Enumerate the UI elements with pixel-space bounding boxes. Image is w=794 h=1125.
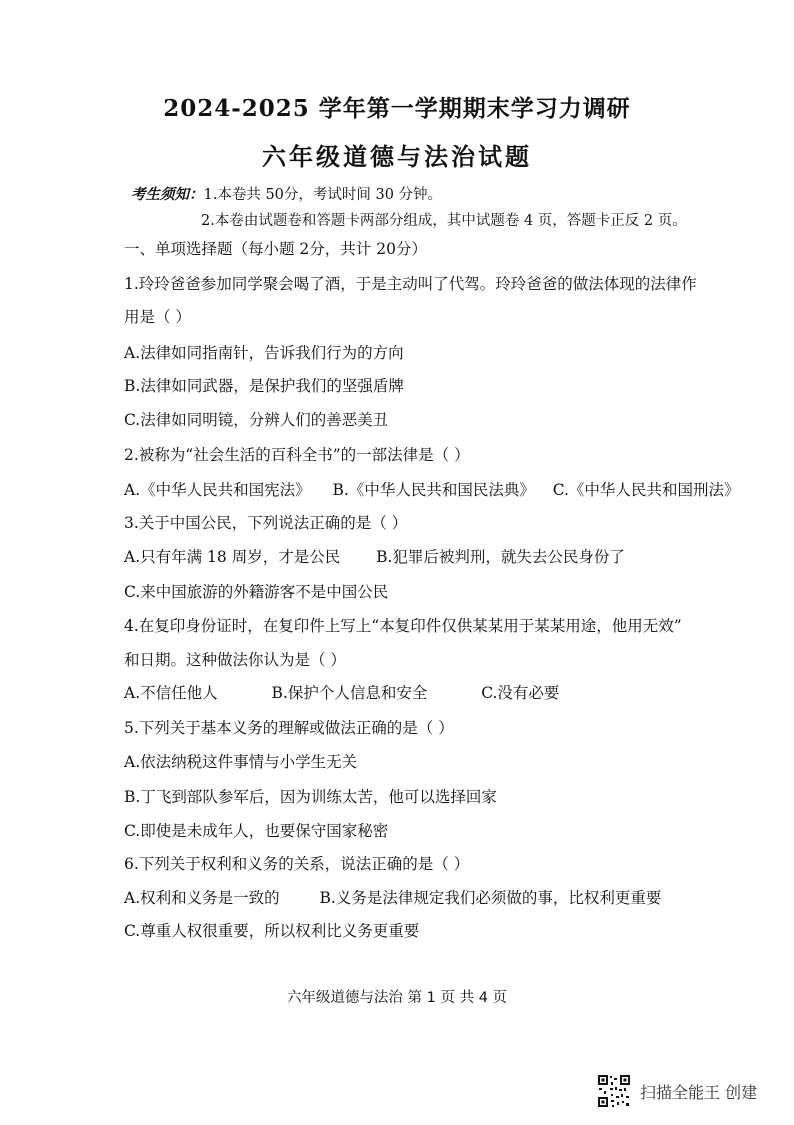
question-5-option-b: B.丁飞到部队参军后，因为训练太苦，他可以选择回家 — [124, 788, 497, 806]
exam-notice — [131, 182, 687, 234]
question-1-option-a: A.法律如同指南针，告诉我们行为的方向 — [124, 344, 404, 362]
question-5-option-a: A.依法纳税这件事情与小学生无关 — [124, 753, 358, 771]
question-6-option-b: B.义务是法律规定我们必须做的事，比权利更重要 — [319, 889, 662, 907]
question-2-option-c: C.《中华人民共和国刑法》 — [552, 481, 740, 499]
question-2-stem: 2.被称为“社会生活的百科全书”的一部法律是（ ） — [124, 446, 470, 464]
question-3-option-b: B.犯罪后被判刑，就失去公民身份了 — [376, 548, 625, 566]
question-2-option-b: B.《中华人民共和国民法典》 — [332, 481, 535, 499]
question-2-options — [124, 478, 739, 500]
question-4-stem-line2: 和日期。这种做法你认为是（ ） — [124, 651, 346, 669]
question-1-option-b: B.法律如同武器，是保护我们的坚强盾牌 — [124, 377, 404, 395]
exam-subtitle: 六年级道德与法治试题 — [262, 142, 532, 171]
qr-code-icon — [597, 1074, 631, 1108]
question-4-option-b: B.保护个人信息和安全 — [271, 684, 428, 702]
question-6-option-a: A.权利和义务是一致的 — [124, 889, 280, 907]
question-4-stem-line1: 4.在复印身份证时，在复印件上写上“本复印件仅供某某用于某某用途，他用无效” — [124, 617, 682, 635]
section-heading: 一、单项选择题（每小题 2分，共计 20分） — [124, 240, 427, 258]
question-3-option-c: C.来中国旅游的外籍游客不是中国公民 — [124, 583, 389, 601]
question-5-stem: 5.下列关于基本义务的理解或做法正确的是（ ） — [124, 719, 454, 737]
question-2-option-a: A.《中华人民共和国宪法》 — [124, 481, 311, 499]
question-6-option-c: C.尊重人权很重要，所以权利比义务更重要 — [124, 922, 420, 940]
question-1-option-c: C.法律如同明镜，分辨人们的善恶美丑 — [124, 411, 389, 429]
question-6-stem: 6.下列关于权利和义务的关系，说法正确的是（ ） — [124, 855, 470, 873]
scanner-watermark: 扫描全能王 创建 — [640, 1083, 758, 1102]
question-4-option-a: A.不信任他人 — [124, 684, 218, 702]
question-3-options-ab — [124, 545, 625, 567]
question-3-stem: 3.关于中国公民，下列说法正确的是（ ） — [124, 514, 408, 532]
page-footer: 六年级道德与法治 第 1 页 共 4 页 — [286, 990, 508, 1006]
notice-item-2: 2.本卷由试题卷和答题卡两部分组成，其中试题卷 4 页，答题卡正反 2 页。 — [201, 213, 687, 229]
notice-item-1: 1.本卷共 50分，考试时间 30 分钟。 — [203, 187, 443, 203]
question-4-options — [124, 681, 559, 703]
question-4-option-c: C.没有必要 — [481, 684, 560, 702]
question-1-stem-line1: 1.玲玲爸爸参加同学聚会喝了酒，于是主动叫了代驾。玲玲爸爸的做法体现的法律作 — [124, 275, 697, 293]
notice-label: 考生须知： — [131, 186, 204, 203]
exam-title: 2024-2025 学年第一学期期末学习力调研 — [163, 95, 631, 122]
question-1-stem-line2: 用是（ ） — [124, 308, 191, 326]
question-5-option-c: C.即使是未成年人，也要保守国家秘密 — [124, 822, 389, 840]
question-6-options-ab — [124, 886, 661, 908]
question-3-option-a: A.只有年满 18 周岁，才是公民 — [124, 548, 341, 566]
